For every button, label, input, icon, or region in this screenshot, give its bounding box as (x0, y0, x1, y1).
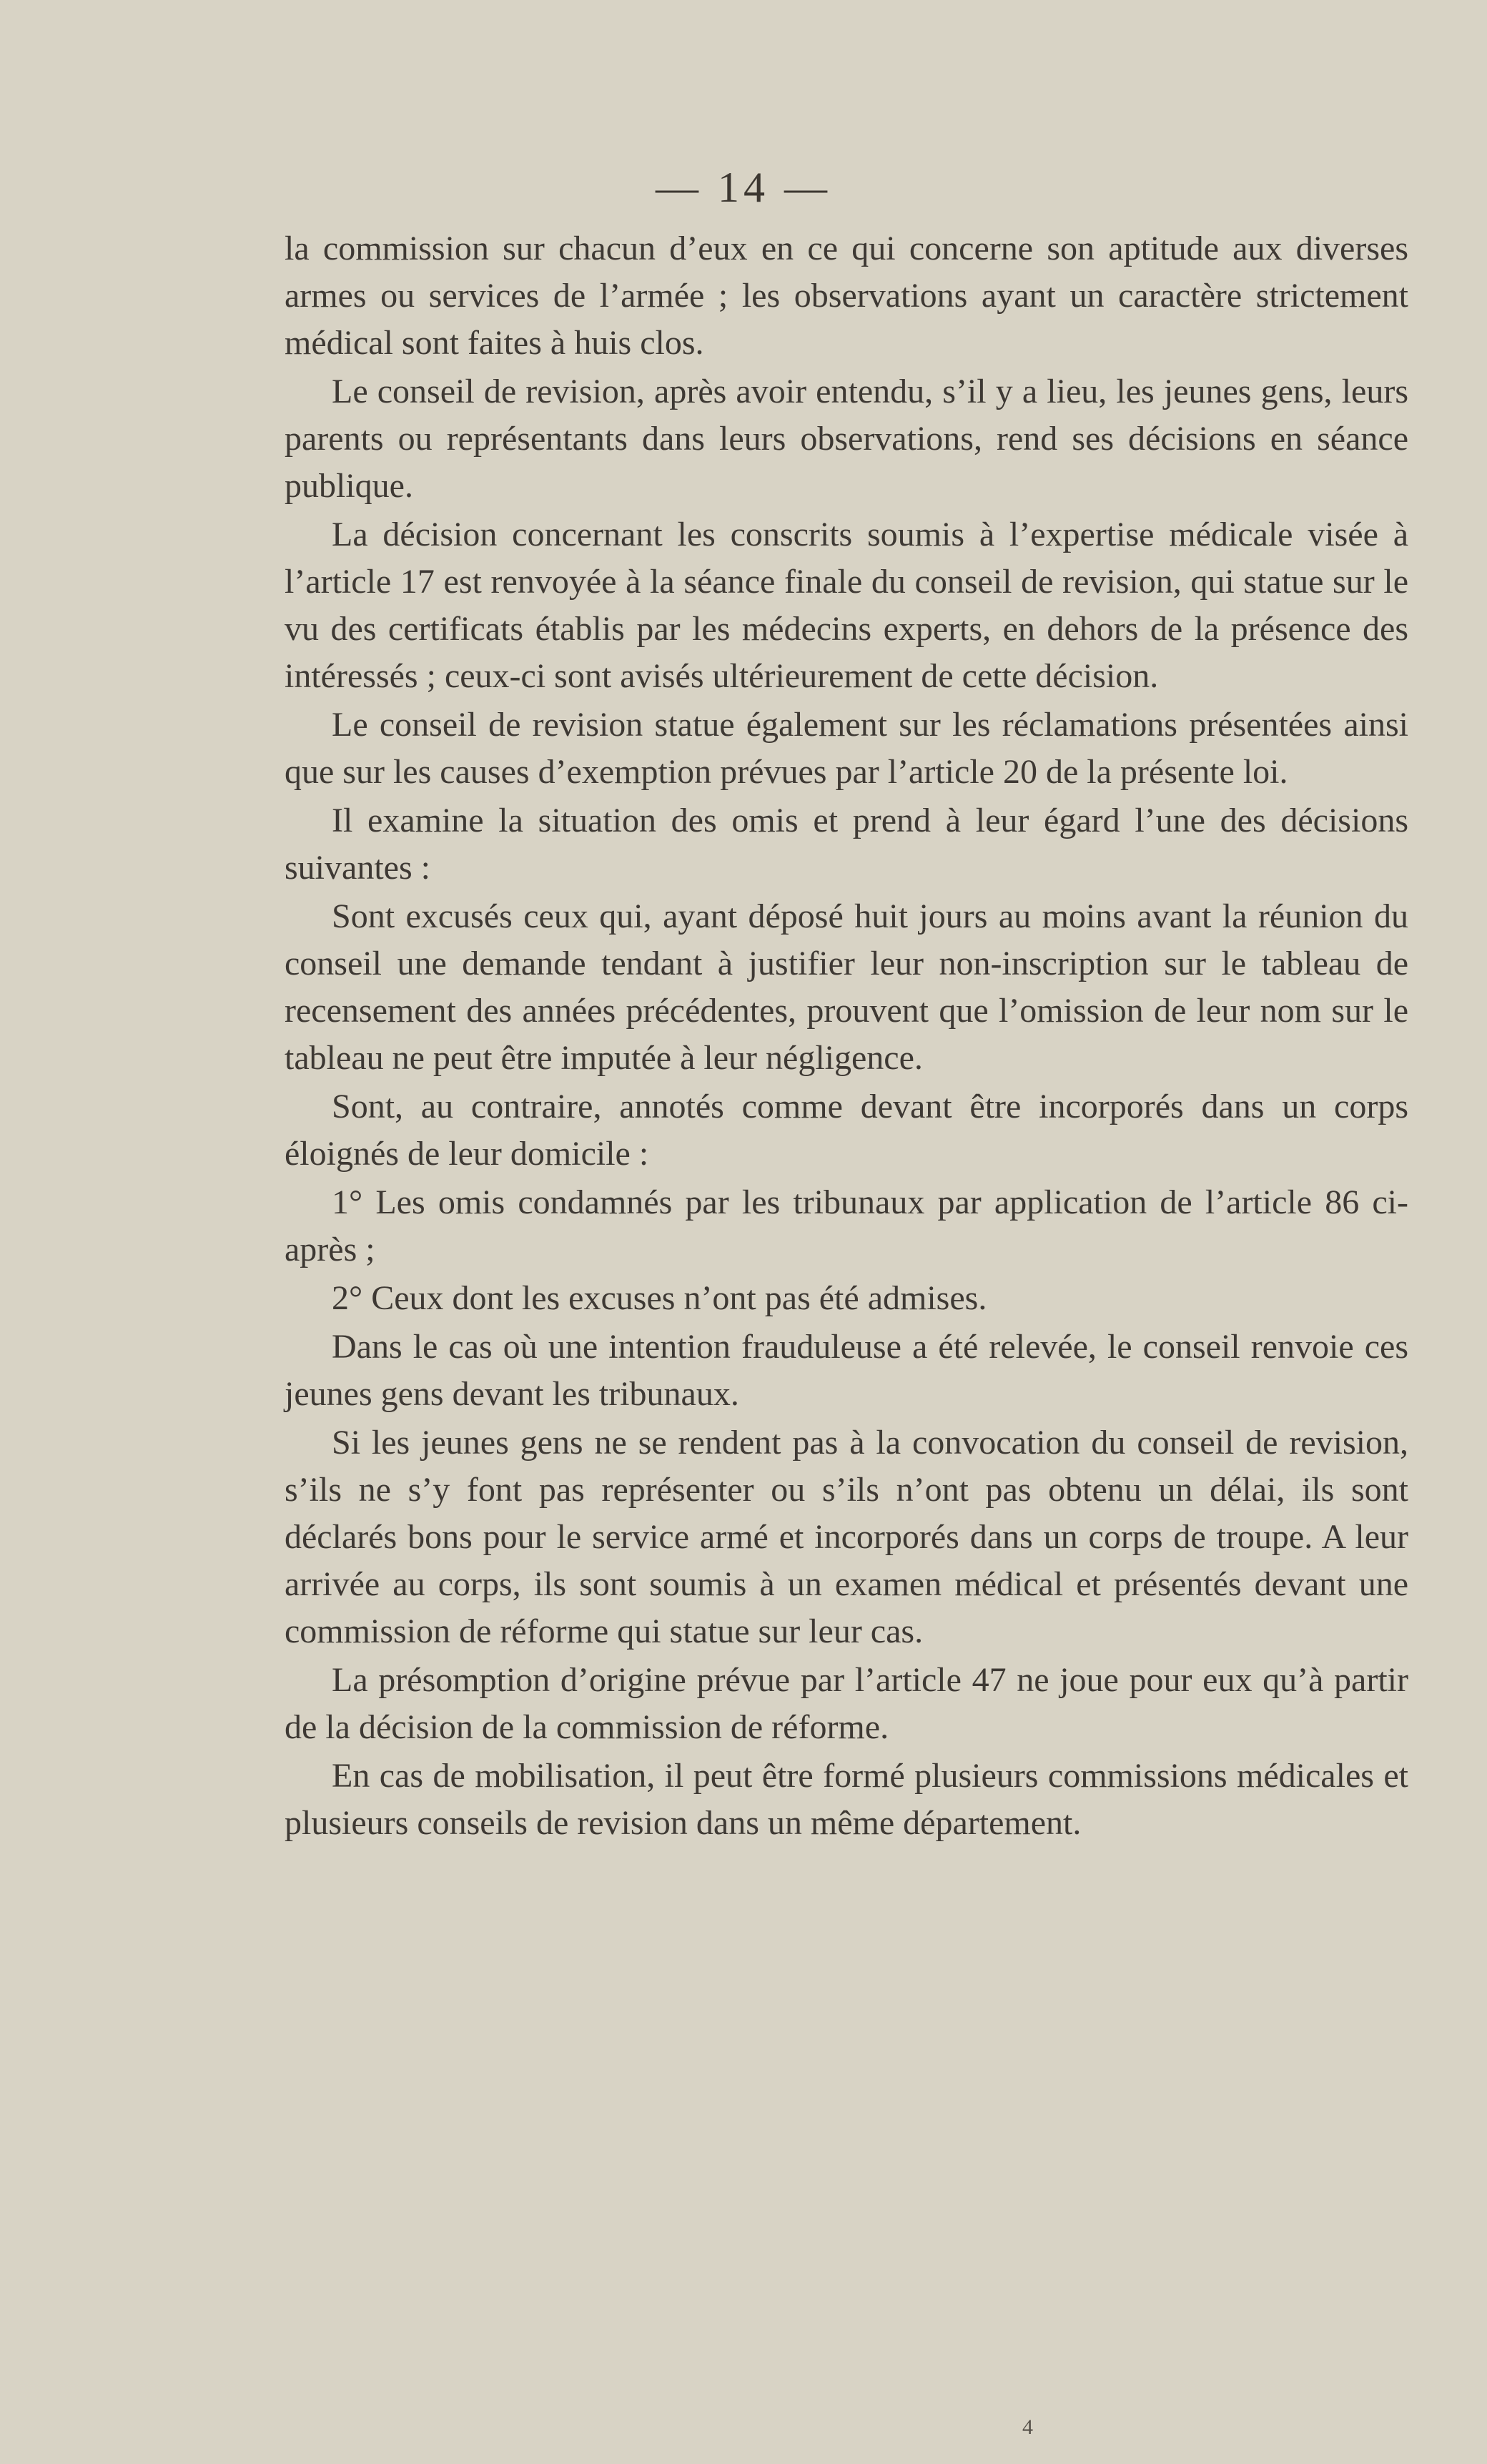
paragraph-3: La décision concernant les conscrits soumis à l’expertise médicale visée à l’article 17 est renvoyée à la séance finale du conseil de revision, qui statue sur le vu des certificats établis par les médecins experts, en dehors de la présence des intéressés ; ceux-ci sont avisés ultérieurement de cette décision. (285, 516, 1408, 695)
paragraph-4: Le conseil de revision statue également sur les réclamations présentées ainsi que sur les causes d’exemption prévues par l’article 20 de la présente loi. (285, 706, 1408, 791)
body-text (285, 225, 1408, 1848)
list-item-2: 2° Ceux dont les excuses n’ont pas été admises. (332, 1279, 987, 1317)
paragraph-5: Il examine la situation des omis et prend à leur égard l’une des décisions suivantes : (285, 802, 1408, 887)
paragraph-8: Dans le cas où une intention frauduleuse a été relevée, le conseil renvoie ces jeunes gens devant les tribunaux. (285, 1328, 1408, 1413)
footer-mark: 4 (1022, 2415, 1033, 2439)
paragraph-1: la commission sur chacun d’eux en ce qui concerne son aptitude aux diverses armes ou services de l’armée ; les observations ayant un caractère strictement médical sont faites à huis clos. (285, 230, 1408, 362)
paragraph-6: Sont excusés ceux qui, ayant déposé huit jours au moins avant la réunion du conseil une demande tendant à justifier leur non-inscription sur le tableau de recensement des années précédentes, prouvent que l’omission de leur nom sur le tableau ne peut être imputée à leur négligence. (285, 897, 1408, 1077)
paragraph-10: La présomption d’origine prévue par l’article 47 ne joue pour eux qu’à partir de la décision de la commission de réforme. (285, 1661, 1408, 1746)
paragraph-11: En cas de mobilisation, il peut être formé plusieurs commissions médicales et plusieurs conseils de revision dans un même département. (285, 1757, 1408, 1842)
list-item-1: 1° Les omis condamnés par les tribunaux par application de l’article 86 ci-après ; (285, 1183, 1408, 1268)
paragraph-2: Le conseil de revision, après avoir entendu, s’il y a lieu, les jeunes gens, leurs parents ou représentants dans leurs observations, rend ses décisions en séance publique. (285, 373, 1408, 505)
page-number: — 14 — (656, 164, 831, 211)
paragraph-7: Sont, au contraire, annotés comme devant être incorporés dans un corps éloignés de leur domicile : (285, 1088, 1408, 1173)
paragraph-9: Si les jeunes gens ne se rendent pas à la convocation du conseil de revision, s’ils ne s’y font pas représenter ou s’ils n’ont pas obtenu un délai, ils sont déclarés bons pour le service armé et incorporés dans un corps de troupe. A leur arrivée au corps, ils sont soumis à un examen médical et présentés devant une commission de réforme qui statue sur leur cas. (285, 1424, 1408, 1650)
